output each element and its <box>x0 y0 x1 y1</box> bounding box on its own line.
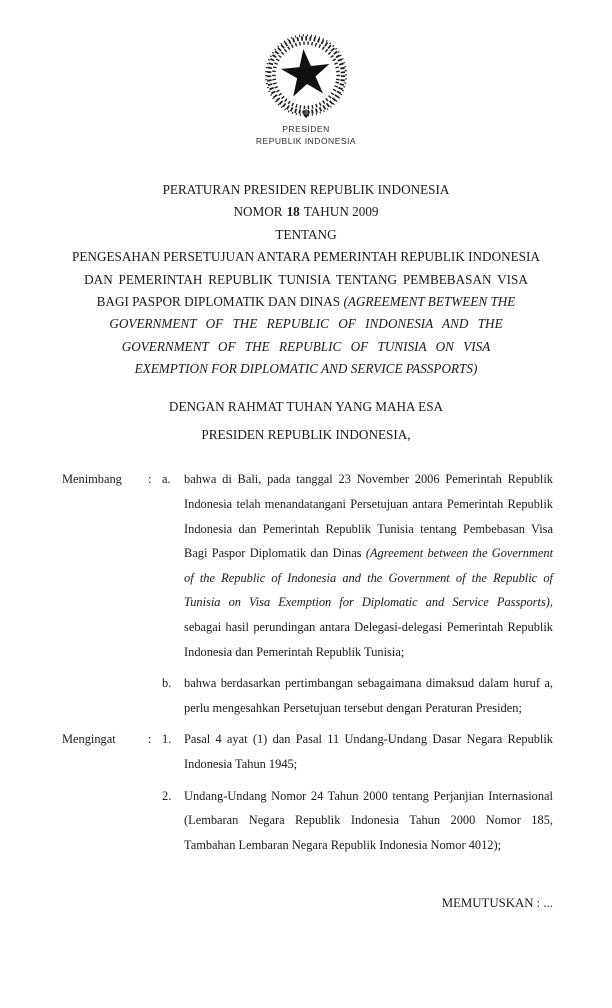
text-run-italic: Tunisia on Visa Exemption for Diplomatic and Service Passports), <box>184 595 553 610</box>
text-run-italic: (AGREEMENT BETWEEN THE <box>343 294 516 310</box>
text-line: Indonesia dan Pemerintah Republik Tunisia; <box>184 644 405 659</box>
subject-line <box>0 291 612 313</box>
spacer <box>62 671 148 720</box>
item-marker: 2. <box>162 788 172 803</box>
text-run-italic: EXEMPTION FOR DIPLOMATIC AND SERVICE PASSPORTS) <box>134 361 478 377</box>
nomor-value: 18 <box>286 204 300 220</box>
subject-line <box>0 313 612 335</box>
text-run-italic: (Agreement between the Government <box>365 546 554 561</box>
star-icon <box>279 46 332 97</box>
invocation-line: DENGAN RAHMAT TUHAN YANG MAHA ESA <box>168 398 444 414</box>
text-line: (Lembaran Negara Republik Indonesia Tahun 2000 Nomor 185, <box>184 813 553 828</box>
subject-line: DAN PEMERINTAH REPUBLIK TUNISIA TENTANG PEMBEBASAN VISA <box>84 271 528 287</box>
colon: : <box>148 472 152 487</box>
memutuskan-catchword: MEMUTUSKAN : ... <box>441 896 553 911</box>
subject-line: PENGESAHAN PERSETUJUAN ANTARA PEMERINTAH REPUBLIK INDONESIA <box>72 249 540 265</box>
spacer <box>148 784 162 858</box>
text-line: perlu mengesahkan Persetujuan tersebut dengan Peraturan Presiden; <box>184 700 522 715</box>
text-line: bahwa di Bali, pada tanggal 23 November 2006 Pemerintah Republik <box>184 472 553 487</box>
emblem-caption <box>0 123 612 147</box>
text-line: Indonesia Tahun 1945; <box>184 757 298 771</box>
text-line <box>184 541 553 566</box>
emblem-block <box>0 0 612 147</box>
emblem-caption-line2: REPUBLIK INDONESIA <box>255 136 357 146</box>
regulation-title: PERATURAN PRESIDEN REPUBLIK INDONESIA <box>162 182 450 197</box>
item-text <box>184 467 553 664</box>
text-run-italic: of the Republic of Indonesia and the Government of the Republic of <box>184 570 553 585</box>
spacer <box>62 784 148 858</box>
item-marker: b. <box>162 676 172 691</box>
item-text <box>184 727 553 776</box>
text-run-italic: GOVERNMENT OF THE REPUBLIC OF TUNISIA ON VISA <box>121 338 491 354</box>
menimbang-item-b <box>62 671 553 720</box>
menimbang-item-a <box>62 467 553 664</box>
emblem-caption-line1: PRESIDEN <box>282 124 330 134</box>
menimbang-label: Menimbang <box>62 472 122 487</box>
nomor-year: TAHUN 2009 <box>303 204 379 220</box>
text-line: Undang-Undang Nomor 24 Tahun 2000 tentang Perjanjian Internasional <box>184 788 553 803</box>
text-line: Indonesia dan Pemerintah Republik Tunisia tentang Pembebasan Visa <box>184 521 553 536</box>
text-line <box>184 566 553 591</box>
text-run-italic: GOVERNMENT OF THE REPUBLIC OF INDONESIA AND THE <box>109 316 503 332</box>
colon: : <box>148 732 152 747</box>
clauses <box>0 467 612 916</box>
subject-line <box>0 358 612 380</box>
text-run: Bagi Paspor Diplomatik dan Dinas <box>184 546 362 561</box>
item-marker: a. <box>162 472 171 487</box>
text-line: sebagai hasil perundingan antara Delegasi-delegasi Pemerintah Republik <box>184 620 553 635</box>
text-line: Indonesia telah menandatangani Persetujuan antara Pemerintah Republik <box>184 497 553 512</box>
presidential-star-emblem-icon <box>262 33 350 121</box>
item-text <box>184 784 553 858</box>
item-text <box>184 671 553 720</box>
mengingat-item-2 <box>62 784 553 858</box>
issuer-line: PRESIDEN REPUBLIK INDONESIA, <box>201 427 411 443</box>
text-run: BAGI PASPOR DIPLOMATIK DAN DINAS <box>96 294 341 310</box>
document-title-block <box>0 179 612 381</box>
preamble <box>0 396 612 447</box>
text-line <box>184 590 553 615</box>
mengingat-label: Mengingat <box>62 732 116 747</box>
item-marker: 1. <box>162 732 172 747</box>
spacer <box>148 671 162 720</box>
regulation-number-line <box>0 201 612 223</box>
text-line: bahwa berdasarkan pertimbangan sebagaimana dimaksud dalam huruf a, <box>184 676 553 691</box>
nomor-label: NOMOR <box>233 204 283 220</box>
text-line: Tambahan Lembaran Negara Republik Indonesia Nomor 4012); <box>184 837 502 852</box>
tentang-label: TENTANG <box>275 226 337 242</box>
text-line: Pasal 4 ayat (1) dan Pasal 11 Undang-Undang Dasar Negara Republik <box>184 732 553 747</box>
mengingat-item-1 <box>62 727 553 776</box>
subject-line <box>0 336 612 358</box>
